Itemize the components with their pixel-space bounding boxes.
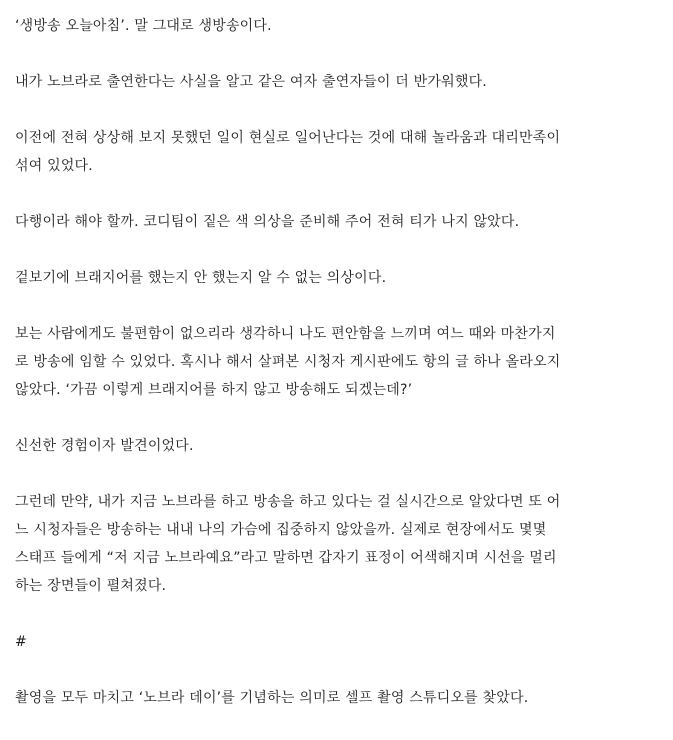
text-line: 스태프 들에게 “저 지금 노브라예요”라고 말하면 갑자기 표정이 어색해지며 시선을 멀리	[15, 550, 557, 566]
text-line: 이전에 전혀 상상해 보지 못했던 일이 현실로 일어난다는 것에 대해 놀라움과 대리만족이	[15, 130, 561, 146]
text-line: 로 방송에 임할 수 있었다. 혹시나 해서 살펴본 시청자 게시판에도 항의 글 하나 올라오지	[15, 354, 561, 370]
text-line: #	[15, 634, 27, 650]
text-line: 다행이라 해야 할까. 코디팀이 짙은 색 의상을 준비해 주어 전혀 티가 나지 않았다.	[15, 214, 520, 230]
paragraph-2	[15, 68, 660, 96]
paragraph-7	[15, 432, 660, 460]
paragraph-3	[15, 124, 660, 180]
text-line: 섞여 있었다.	[15, 158, 93, 174]
section-divider	[15, 628, 660, 656]
text-line: 않았다. ‘가끔 이렇게 브래지어를 하지 않고 방송해도 되겠는데?’	[15, 382, 413, 398]
paragraph-4	[15, 208, 660, 236]
text-line: ‘생방송 오늘아침’. 말 그대로 생방송이다.	[15, 18, 272, 34]
text-line: 겉보기에 브래지어를 했는지 안 했는지 알 수 없는 의상이다.	[15, 270, 387, 286]
text-line: 하는 장면들이 펼쳐졌다.	[15, 578, 167, 594]
paragraph-1	[15, 12, 660, 40]
text-line: 촬영을 모두 마치고 ‘노브라 데이’를 기념하는 의미로 셀프 촬영 스튜디오를 찾았다.	[15, 690, 529, 706]
paragraph-8	[15, 488, 660, 600]
text-line: 보는 사람에게도 불편함이 없으리라 생각하니 나도 편안함을 느끼며 여느 때와 마찬가지	[15, 326, 556, 342]
text-line: 신선한 경험이자 발견이었다.	[15, 438, 194, 454]
paragraph-5	[15, 264, 660, 292]
paragraph-9	[15, 684, 660, 712]
text-line: 그런데 만약, 내가 지금 노브라를 하고 방송을 하고 있다는 걸 실시간으로 알았다면 또 어	[15, 494, 561, 510]
text-line: 느 시청자들은 방송하는 내내 나의 가슴에 집중하지 않았을까. 실제로 현장에서도 몇몇	[15, 522, 547, 538]
paragraph-6	[15, 320, 660, 404]
document-body	[15, 12, 660, 740]
text-line: 내가 노브라로 출연한다는 사실을 알고 같은 여자 출연자들이 더 반가워했다.	[15, 74, 487, 90]
